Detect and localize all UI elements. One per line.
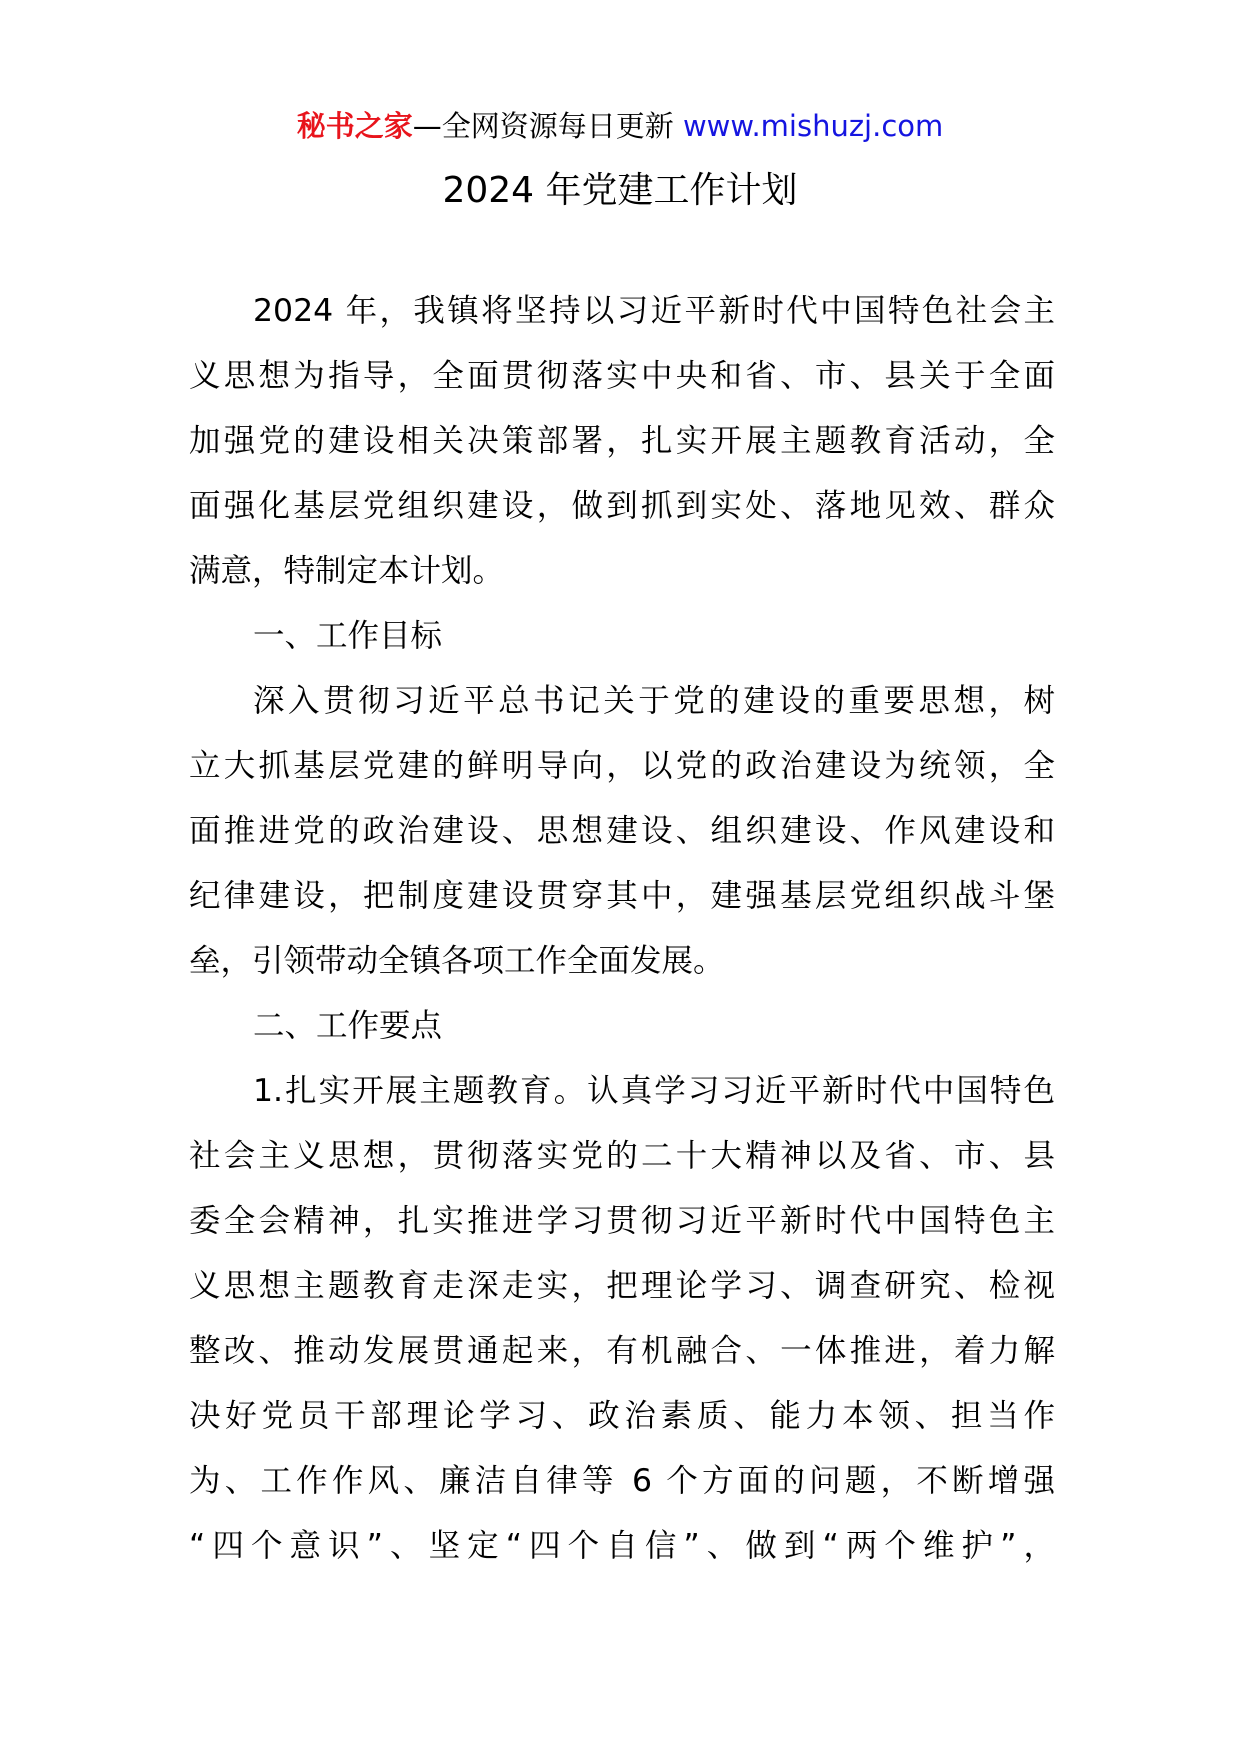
body-text-line: 面推进党的政治建设、思想建设、组织建设、作风建设和: [189, 813, 1055, 849]
body-text-line: 加强党的建设相关决策部署，扎实开展主题教育活动，全: [189, 423, 1055, 459]
document-body: [189, 293, 1055, 1593]
body-text-line: 2024 年，我镇将坚持以习近平新时代中国特色社会主: [253, 293, 1055, 329]
body-text-line: 深入贯彻习近平总书记关于党的建设的重要思想，树: [253, 683, 1055, 719]
body-text-line: “四个意识”、坚定“四个自信”、做到“两个维护”，: [189, 1528, 1055, 1564]
body-text-line: 为、工作作风、廉洁自律等 6 个方面的问题，不断增强: [189, 1463, 1055, 1499]
body-text-line: 义思想主题教育走深走实，把理论学习、调查研究、检视: [189, 1268, 1055, 1304]
site-tagline: —全网资源每日更新: [412, 109, 683, 143]
site-header-banner: [0, 104, 1240, 148]
body-text-line: 委全会精神，扎实推进学习贯彻习近平新时代中国特色主: [189, 1203, 1055, 1239]
body-text-line: 决好党员干部理论学习、政治素质、能力本领、担当作: [189, 1398, 1055, 1434]
body-text-line: 一、工作目标: [253, 618, 443, 654]
body-text-line: 立大抓基层党建的鲜明导向，以党的政治建设为统领，全: [189, 748, 1055, 784]
body-text-line: 1.扎实开展主题教育。认真学习习近平新时代中国特色: [253, 1073, 1055, 1109]
body-text-line: 社会主义思想，贯彻落实党的二十大精神以及省、市、县: [189, 1138, 1055, 1174]
body-text-line: 二、工作要点: [253, 1008, 443, 1044]
body-text-line: 垒，引领带动全镇各项工作全面发展。: [189, 943, 725, 979]
document-title: 2024 年党建工作计划: [442, 170, 798, 211]
body-text-line: 整改、推动发展贯通起来，有机融合、一体推进，着力解: [189, 1333, 1055, 1369]
site-brand-name: 秘书之家: [296, 109, 413, 143]
site-url-link[interactable]: www.mishuzj.com: [682, 109, 944, 143]
body-text-line: 纪律建设，把制度建设贯穿其中，建强基层党组织战斗堡: [189, 878, 1055, 914]
body-text-line: 义思想为指导，全面贯彻落实中央和省、市、县关于全面: [189, 358, 1055, 394]
body-text-line: 面强化基层党组织建设，做到抓到实处、落地见效、群众: [189, 488, 1055, 524]
body-text-line: 满意，特制定本计划。: [189, 553, 505, 589]
